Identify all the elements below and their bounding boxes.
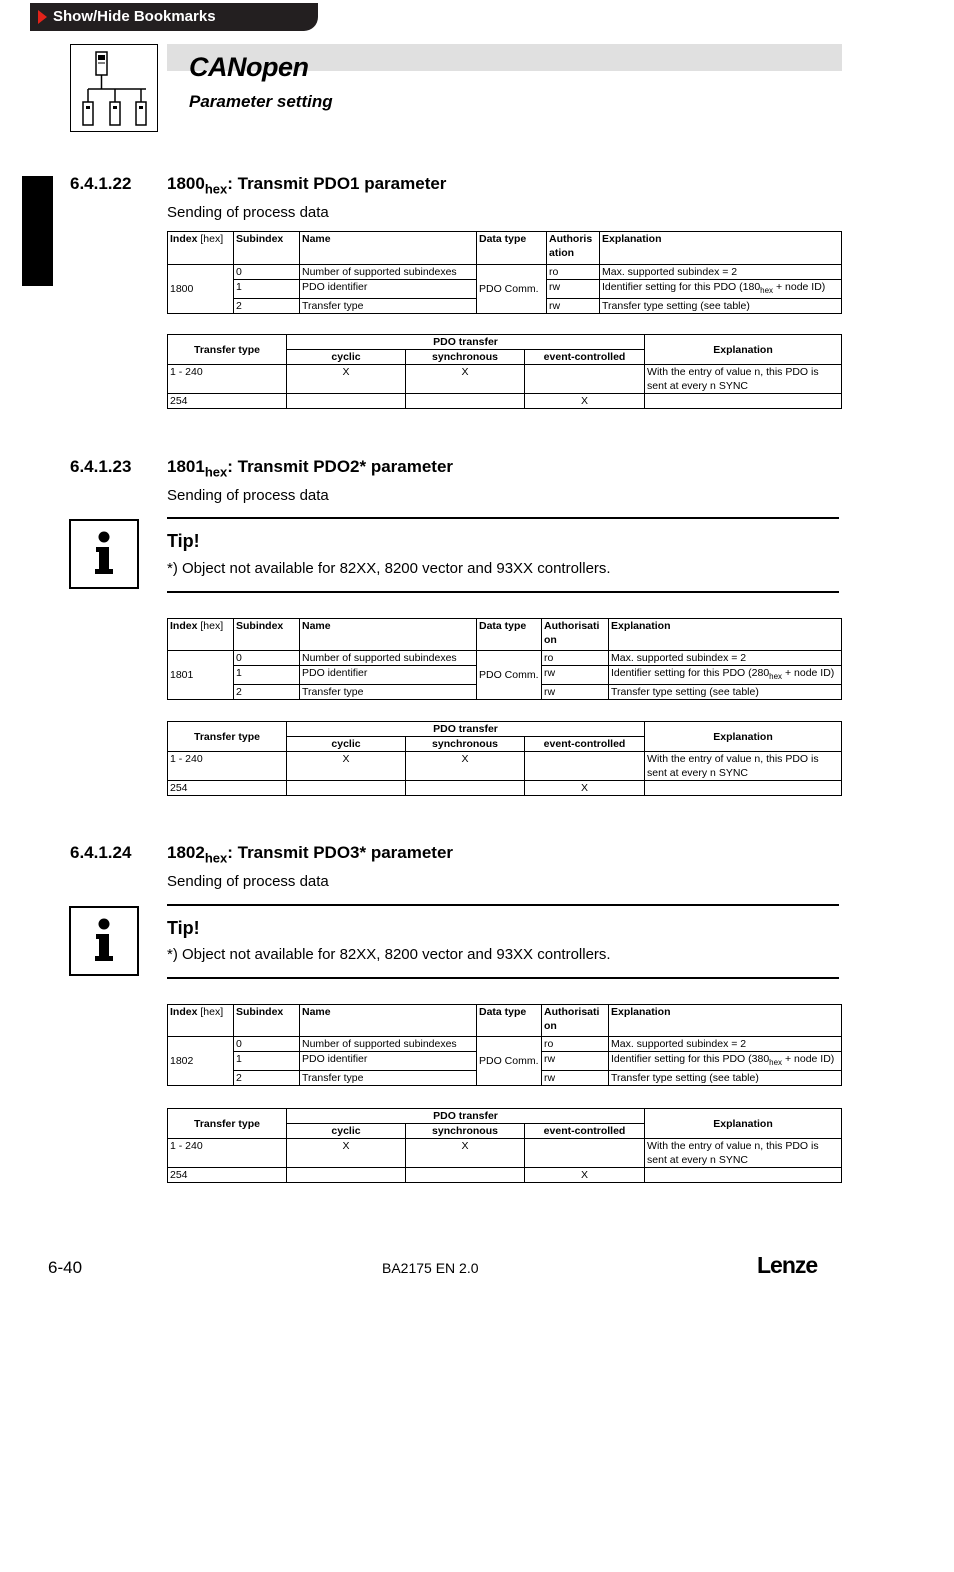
table-cell <box>406 781 525 796</box>
col-header-event-controlled: event-controlled <box>525 350 645 365</box>
table-cell: rw <box>542 685 609 700</box>
tip-title: Tip! <box>167 531 200 551</box>
table-cell: Max. supported subindex = 2 <box>609 651 842 666</box>
section-description: Sending of process data <box>167 204 329 221</box>
table-cell <box>645 781 842 796</box>
table-row <box>168 365 842 394</box>
section-title: $1802_{hex}$: Transmit PDO3* parameter <box>167 843 454 866</box>
table-cell: rw <box>547 299 600 314</box>
col-header-name: Name <box>300 1005 477 1037</box>
section-number: 6.4.1.23 <box>70 457 132 476</box>
transfer-type-table <box>167 1108 842 1183</box>
col-header-explanation: Explanation <box>609 619 842 651</box>
section-description: Sending of process data <box>167 487 329 504</box>
col-header-cyclic: cyclic <box>287 1124 406 1139</box>
col-header-event-controlled: event-controlled <box>525 1124 645 1139</box>
table-cell: 1 <box>234 666 300 685</box>
network-diagram-icon <box>70 44 158 132</box>
col-header-pdo-transfer: PDO transfer <box>287 722 645 737</box>
table-cell: Number of supported subindexes <box>300 651 477 666</box>
table-cell: With the entry of value n, this PDO is sent at every n SYNC <box>645 752 842 781</box>
table-cell <box>287 781 406 796</box>
parameter-table <box>167 618 842 700</box>
table-cell: PDO identifier <box>300 666 477 685</box>
col-header-synchronous: synchronous <box>406 1124 525 1139</box>
table-cell: X <box>525 1168 645 1183</box>
table-cell: Max. supported subindex = 2 <box>609 1037 842 1052</box>
table-cell: X <box>525 781 645 796</box>
col-header-transfer-type: Transfer type <box>168 335 287 365</box>
col-header-name: Name <box>300 619 477 651</box>
table-cell: 0 <box>234 651 300 666</box>
table-row <box>168 1168 842 1183</box>
table-cell <box>287 394 406 409</box>
table-cell: rw <box>542 1071 609 1086</box>
tip-text: *) Object not available for 82XX, 8200 vector and 93XX controllers. <box>167 946 611 963</box>
tip-rule-top <box>167 517 839 519</box>
table-cell: 1 - 240 <box>168 1139 287 1168</box>
index-cell: 1801 <box>168 651 234 700</box>
col-header-index: Index [hex] <box>168 619 234 651</box>
table-cell <box>287 1168 406 1183</box>
col-header-datatype: Data type <box>477 1005 542 1037</box>
col-header-synchronous: synchronous <box>406 350 525 365</box>
table-cell: Transfer type <box>300 1071 477 1086</box>
table-row <box>168 1139 842 1168</box>
table-cell: 2 <box>234 685 300 700</box>
show-hide-bookmarks-button[interactable] <box>30 3 318 31</box>
col-header-pdo-transfer: PDO transfer <box>287 335 645 350</box>
table-cell: X <box>287 365 406 394</box>
table-cell: X <box>406 365 525 394</box>
table-cell: 1 - 240 <box>168 365 287 394</box>
table-cell: Identifier setting for this PDO ($280_{hex}$ + node ID) <box>609 666 842 685</box>
col-header-transfer-type: Transfer type <box>168 722 287 752</box>
col-header-authorisation: Authorisati on <box>542 1005 609 1037</box>
table-row <box>168 265 842 280</box>
col-header-explanation: Explanation <box>645 335 842 365</box>
table-cell: With the entry of value n, this PDO is sent at every n SYNC <box>645 1139 842 1168</box>
table-cell: 254 <box>168 781 287 796</box>
table-cell: rw <box>542 1052 609 1071</box>
parameter-table <box>167 231 842 314</box>
tip-rule-bottom <box>167 977 839 979</box>
table-cell: X <box>287 1139 406 1168</box>
table-cell: X <box>287 752 406 781</box>
col-header-pdo-transfer: PDO transfer <box>287 1109 645 1124</box>
table-cell: 1 <box>234 280 300 299</box>
table-cell: Transfer type setting (see table) <box>600 299 842 314</box>
table-cell: rw <box>547 280 600 299</box>
col-header-explanation: Explanation <box>645 1109 842 1139</box>
table-cell: Transfer type <box>300 685 477 700</box>
col-header-event-controlled: event-controlled <box>525 737 645 752</box>
table-row <box>168 1037 842 1052</box>
tip-text: *) Object not available for 82XX, 8200 vector and 93XX controllers. <box>167 560 611 577</box>
col-header-datatype: Data type <box>477 232 547 265</box>
table-cell <box>525 365 645 394</box>
table-cell: 0 <box>234 1037 300 1052</box>
table-cell: 2 <box>234 1071 300 1086</box>
table-cell: 254 <box>168 1168 287 1183</box>
table-cell: Transfer type setting (see table) <box>609 1071 842 1086</box>
table-cell: PDO identifier <box>300 280 477 299</box>
table-cell <box>645 394 842 409</box>
page-subtitle: Parameter setting <box>189 92 333 111</box>
info-icon <box>69 519 139 589</box>
datatype-cell: PDO Comm. <box>477 1037 542 1086</box>
col-header-index: Index [hex] <box>168 232 234 265</box>
tip-title: Tip! <box>167 918 200 938</box>
tip-rule-top <box>167 904 839 906</box>
table-cell: ro <box>547 265 600 280</box>
table-cell <box>406 1168 525 1183</box>
section-description: Sending of process data <box>167 873 329 890</box>
triangle-right-icon <box>38 10 47 24</box>
table-cell: X <box>406 1139 525 1168</box>
table-cell: ro <box>542 1037 609 1052</box>
col-header-transfer-type: Transfer type <box>168 1109 287 1139</box>
col-header-name: Name <box>300 232 477 265</box>
table-cell: Identifier setting for this PDO ($180_{hex}$ + node ID) <box>600 280 842 299</box>
col-header-authorisation: Authorisati on <box>542 619 609 651</box>
table-cell: ro <box>542 651 609 666</box>
parameter-table <box>167 1004 842 1086</box>
table-row <box>168 651 842 666</box>
document-id: BA2175 EN 2.0 <box>382 1260 479 1276</box>
col-header-subindex: Subindex <box>234 232 300 265</box>
datatype-cell: PDO Comm. <box>477 265 547 314</box>
section-title: $1800_{hex}$: Transmit PDO1 parameter <box>167 174 447 197</box>
table-cell: X <box>406 752 525 781</box>
page-title: CANopen <box>189 52 309 82</box>
table-cell: Transfer type setting (see table) <box>609 685 842 700</box>
table-cell: Number of supported subindexes <box>300 265 477 280</box>
table-cell: 1 - 240 <box>168 752 287 781</box>
index-cell: 1802 <box>168 1037 234 1086</box>
table-cell: Identifier setting for this PDO ($380_{hex}$ + node ID) <box>609 1052 842 1071</box>
table-cell: Number of supported subindexes <box>300 1037 477 1052</box>
transfer-type-table <box>167 721 842 796</box>
section-number: 6.4.1.22 <box>70 174 132 193</box>
table-cell: 0 <box>234 265 300 280</box>
col-header-authorisation: Authoris ation <box>547 232 600 265</box>
table-cell: 2 <box>234 299 300 314</box>
transfer-type-table <box>167 334 842 409</box>
col-header-datatype: Data type <box>477 619 542 651</box>
table-cell: Max. supported subindex = 2 <box>600 265 842 280</box>
table-cell: 254 <box>168 394 287 409</box>
col-header-index: Index [hex] <box>168 1005 234 1037</box>
table-row <box>168 752 842 781</box>
col-header-explanation: Explanation <box>645 722 842 752</box>
table-cell: With the entry of value n, this PDO is sent at every n SYNC <box>645 365 842 394</box>
tip-rule-bottom <box>167 591 839 593</box>
bookmarks-label: Show/Hide Bookmarks <box>53 8 216 25</box>
table-cell: X <box>525 394 645 409</box>
col-header-subindex: Subindex <box>234 1005 300 1037</box>
chapter-tab-marker <box>22 176 53 286</box>
table-row <box>168 781 842 796</box>
table-cell: 1 <box>234 1052 300 1071</box>
brand-logo: Lenze <box>757 1252 818 1278</box>
col-header-cyclic: cyclic <box>287 737 406 752</box>
col-header-subindex: Subindex <box>234 619 300 651</box>
col-header-explanation: Explanation <box>609 1005 842 1037</box>
table-cell: Transfer type <box>300 299 477 314</box>
table-row <box>168 394 842 409</box>
table-cell: PDO identifier <box>300 1052 477 1071</box>
table-cell <box>525 1139 645 1168</box>
index-cell: 1800 <box>168 265 234 314</box>
section-number: 6.4.1.24 <box>70 843 132 862</box>
col-header-cyclic: cyclic <box>287 350 406 365</box>
table-cell <box>645 1168 842 1183</box>
col-header-explanation: Explanation <box>600 232 842 265</box>
page-number: 6-40 <box>48 1258 83 1277</box>
table-cell <box>525 752 645 781</box>
info-icon <box>69 906 139 976</box>
table-cell: rw <box>542 666 609 685</box>
datatype-cell: PDO Comm. <box>477 651 542 700</box>
col-header-synchronous: synchronous <box>406 737 525 752</box>
section-title: $1801_{hex}$: Transmit PDO2* parameter <box>167 457 454 480</box>
table-cell <box>406 394 525 409</box>
